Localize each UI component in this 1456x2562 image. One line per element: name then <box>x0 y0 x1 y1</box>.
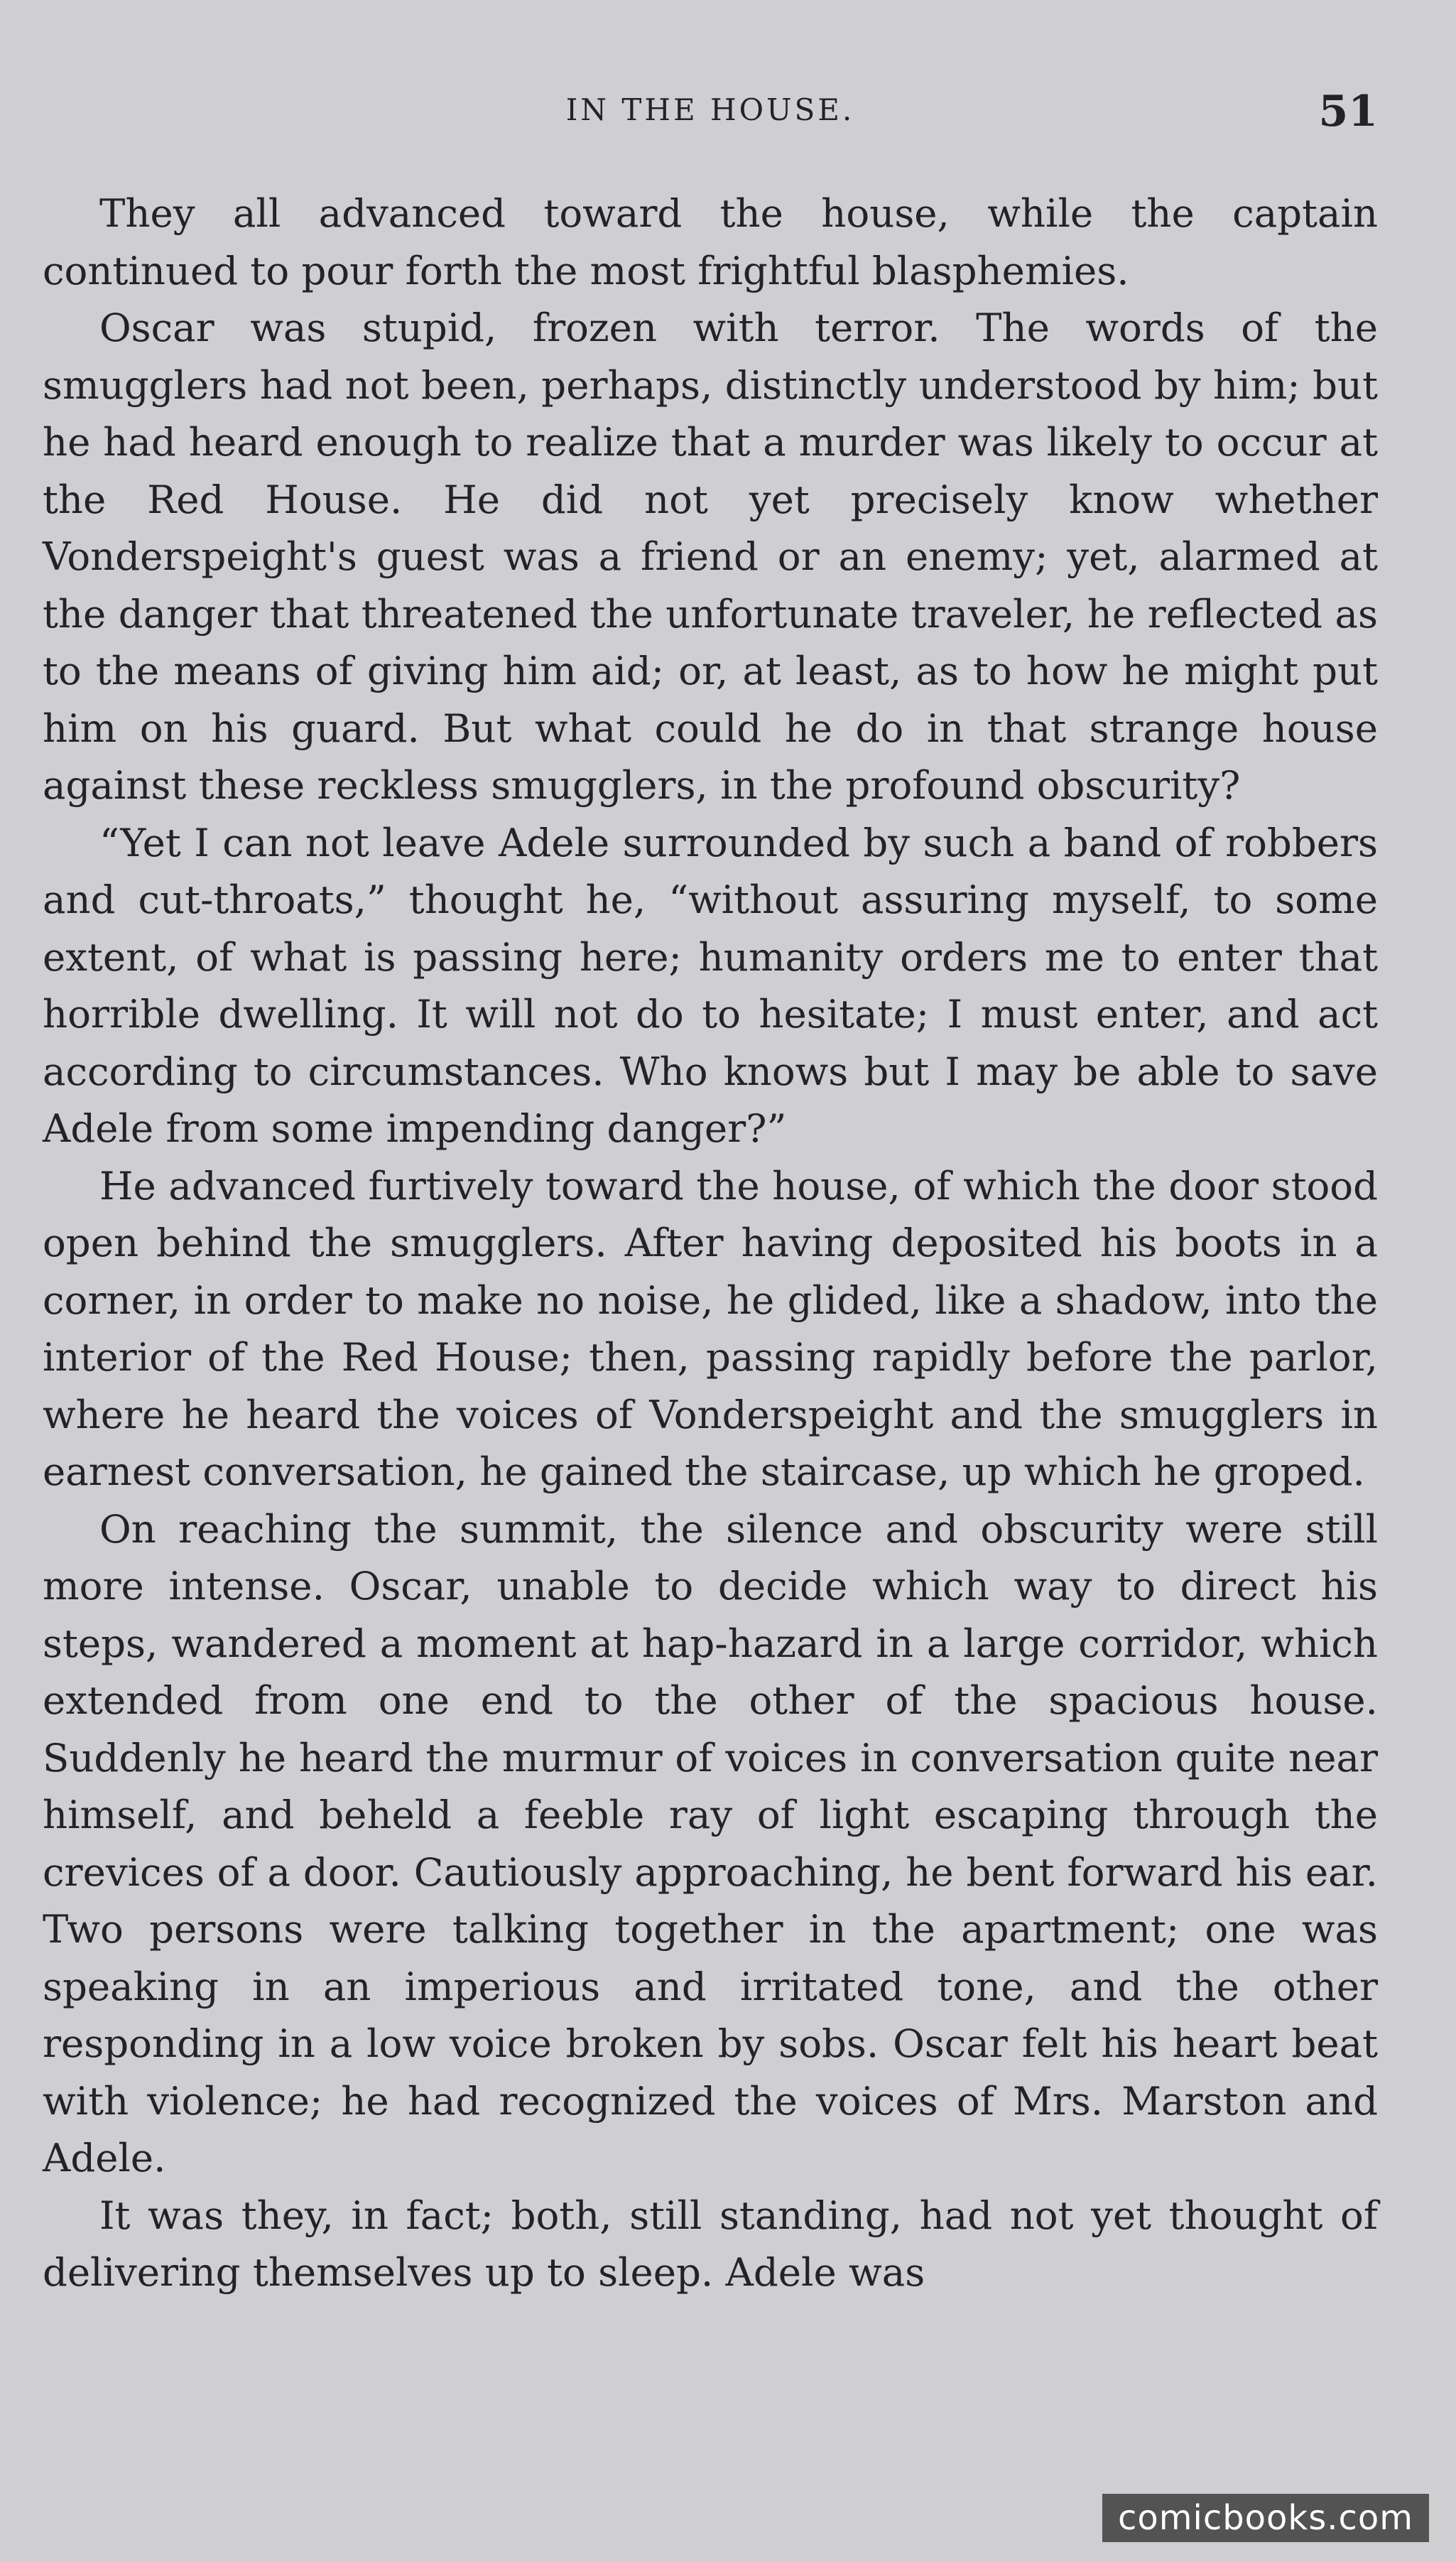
body-text <box>43 185 1378 2301</box>
paragraph-4: He advanced furtively toward the house, of which the door stood open behind the smugglers. After having deposited his boots in a corner, in order to make no noise, he glided, like a shadow, into the interior of the Red House; then, passing rapidly before the parlor, where he heard the voices of Vonderspeight and the smugglers in earnest conversation, he gained the staircase, up which he groped. <box>43 1162 1378 1494</box>
paragraph-2: Oscar was stupid, frozen with terror. The words of the smugglers had not been, perhaps, distinctly understood by him; but he had heard enough to realize that a murder was likely to occur at the Red House. He did not yet precisely know whether Vonderspeight's guest was a friend or an enemy; yet, alarmed at the danger that threatened the unfortunate traveler, he reflected as to the means of giving him aid; or, at least, as to how he might put him on his guard. But what could he do in that strange house against these reckless smugglers, in the profound obscurity? <box>43 305 1378 808</box>
running-head: IN THE HOUSE. <box>565 92 855 127</box>
page-number: 51 <box>1318 87 1378 136</box>
paragraph-6: It was they, in fact; both, still standing, had not yet thought of delivering themselves up to sleep. Adele was <box>43 2192 1378 2295</box>
paragraph-1: They all advanced toward the house, while the captain continued to pour forth the most frightful blasphemies. <box>43 190 1378 293</box>
watermark: comicbooks.com <box>1102 2494 1429 2542</box>
page-header <box>43 71 1378 149</box>
paragraph-3: “Yet I can not leave Adele surrounded by such a band of robbers and cut-throats,” thought he, “without assuring myself, to some extent, of what is passing here; humanity orders me to enter that horrible dwelling. It will not do to hesitate; I must enter, and act according to circumstances. Who knows but I may be able to save Adele from some impending danger?” <box>43 819 1378 1151</box>
paragraph-5: On reaching the summit, the silence and obscurity were still more intense. Oscar, unable to decide which way to direct his steps, wandered a moment at hap-hazard in a large corridor, which extended from one end to the other of the spacious house. Suddenly he heard the murmur of voices in conversation quite near himself, and beheld a feeble ray of light escaping through the crevices of a door. Cautiously approaching, he bent forward his ear. Two persons were talking together in the apartment; one was speaking in an imperious and irritated tone, and the other responding in a low voice broken by sobs. Oscar felt his heart beat with violence; he had recognized the voices of Mrs. Marston and Adele. <box>43 1506 1378 2180</box>
